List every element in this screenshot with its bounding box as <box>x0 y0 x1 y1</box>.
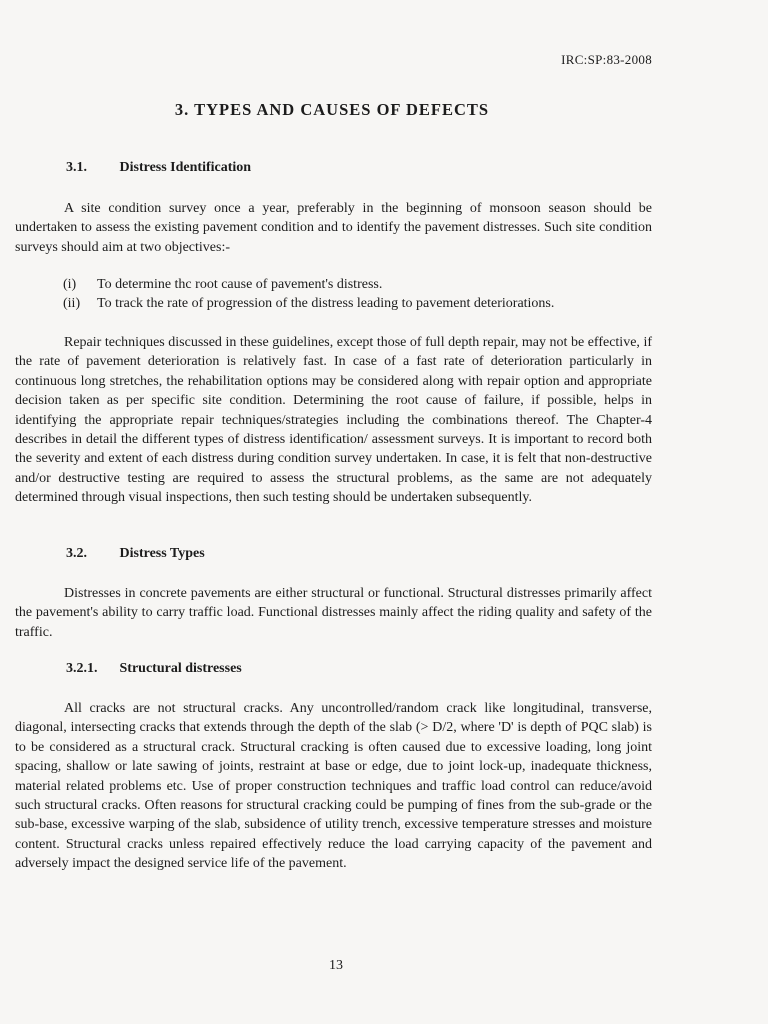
paragraph-survey-intro: A site condition survey once a year, preferably in the beginning of monsoon season should be undertaken to assess the existing pavement condition and to identify the pavement distresses. Such site condition surveys should aim at two objectives:- <box>15 201 652 255</box>
section-number: 3.1. <box>66 160 87 175</box>
list-item <box>63 294 663 313</box>
list-item-text: To track the rate of progression of the distress leading to pavement deteriorations. <box>97 296 555 311</box>
paragraph-structural-distresses: All cracks are not structural cracks. Any uncontrolled/random crack like longitudinal, transverse, diagonal, intersecting cracks that extends through the depth of the slab (> D/2, where 'D' is depth of PQC slab) is to be considered as a structural crack. Structural cracking is often caused due to excessive loading, long joint spacing, shallow or late sawing of joints, restraint at base or edge, due to joint lock-up, inadequate thickness, material related problems etc. Use of proper construction techniques and traffic load control can reduce/avoid such structural cracks. Often reasons for structural cracking could be pumping of fines from the sub-grade or the sub-base, excessive warping of the slab, subsidence of utility trench, excessive temperature stresses and moisture content. Structural cracks unless repaired effectively reduce the load carrying capacity of the pavement and adversely impact the designed service life of the pavement. <box>15 701 652 872</box>
list-marker: (ii) <box>63 296 81 311</box>
section-number: 3.2.1. <box>66 661 98 676</box>
paragraph-distress-types: Distresses in concrete pavements are either structural or functional. Structural distresses primarily affect the pavement's ability to carry traffic load. Functional distresses mainly affect the riding quality and safety of the traffic. <box>15 586 652 640</box>
section-heading-3-2 <box>66 546 205 562</box>
objectives-list <box>63 275 663 313</box>
section-number: 3.2. <box>66 546 87 561</box>
section-title: Distress Types <box>119 546 205 561</box>
section-title: Distress Identification <box>119 160 252 175</box>
list-marker: (i) <box>63 277 77 292</box>
section-heading-3-2-1 <box>66 661 242 677</box>
paragraph-repair-techniques: Repair techniques discussed in these guidelines, except those of full depth repair, may not be effective, if the rate of pavement deterioration is relatively fast. In case of a fast rate of deterioration particularly in continuous long stretches, the rehabilitation options may be considered along with repair option and appropriate decision taken as per specific site condition. Determining the root cause of failure, if possible, helps in identifying the appropriate repair techniques/strategies including the combinations thereof. The Chapter-4 describes in detail the different types of distress identification/ assessment surveys. It is important to record both the severity and extent of each distress during condition survey undertaken. In case, it is felt that non-destructive and/or destructive testing are required to assess the structural problems, as the same are not adequately determined through visual inspections, then such testing should be undertaken subsequently. <box>15 335 652 506</box>
section-title: Structural distresses <box>119 661 242 676</box>
chapter-title: 3. TYPES AND CAUSES OF DEFECTS <box>174 100 490 119</box>
list-item <box>63 275 663 294</box>
page-number: 13 <box>329 958 343 973</box>
document-code: IRC:SP:83-2008 <box>561 52 652 67</box>
section-heading-3-1 <box>66 160 251 176</box>
list-item-text: To determine thc root cause of pavement's distress. <box>97 277 383 292</box>
